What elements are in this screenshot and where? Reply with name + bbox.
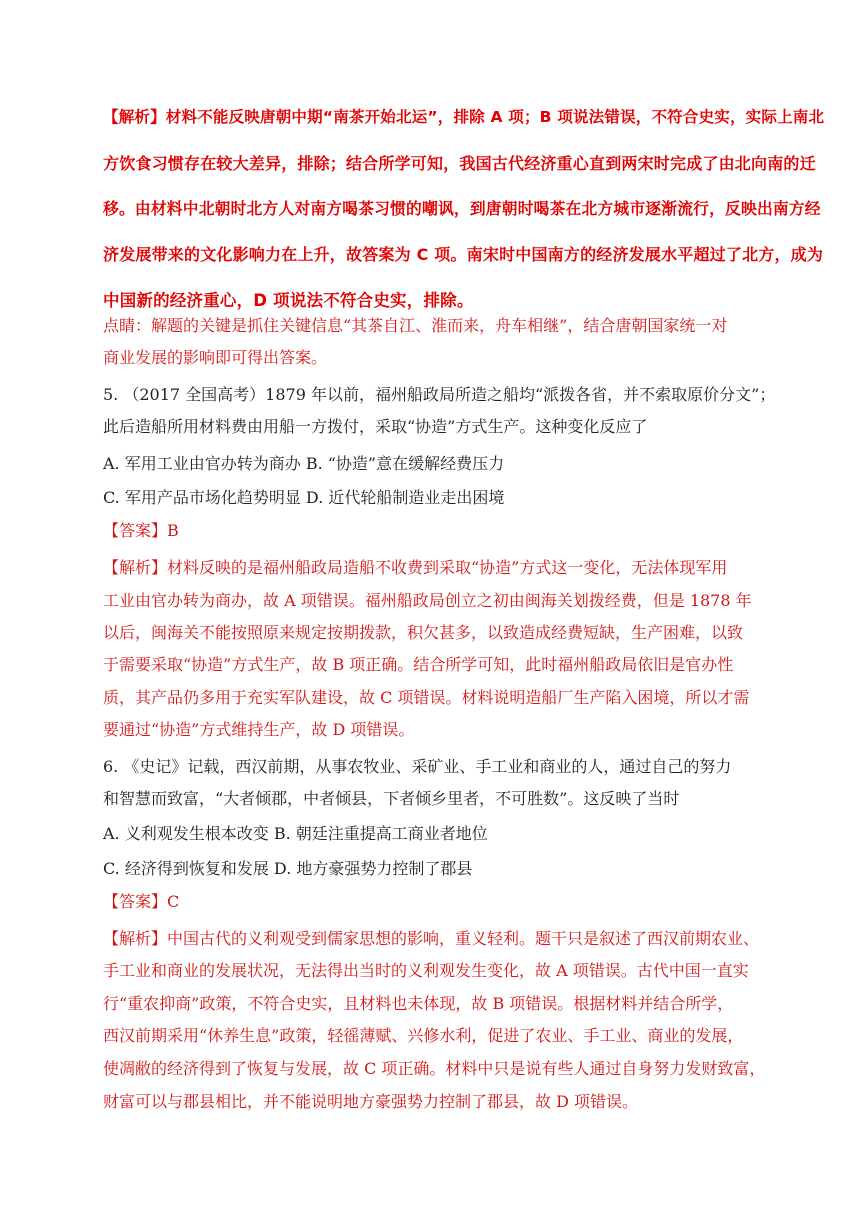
question-6-analysis-2: 手工业和商业的发展状况，无法得出当时的义利观发生变化，故 A 项错误。古代中国一直实 <box>103 961 749 980</box>
analysis-line-5: 中国新的经济重心，D 项说法不符合史实，排除。 <box>103 291 474 310</box>
analysis-line-4: 济发展带来的文化影响力在上升，故答案为 C 项。南宋时中国南方的经济发展水平超过了北方，成为 <box>103 245 824 264</box>
question-6-analysis-1: 【解析】中国古代的义利观受到儒家思想的影响，重义轻利。题干只是叙述了西汉前期农业、 <box>103 929 760 948</box>
question-6-analysis-3: 行“重农抑商”政策，不符合史实，且材料也未体现，故 B 项错误。根据材料并结合所学， <box>103 994 734 1013</box>
question-5-options-ab: A. 军用工业由官办转为商办 B. “协造”意在缓解经费压力 <box>103 454 505 473</box>
question-6-options-cd: C. 经济得到恢复和发展 D. 地方豪强势力控制了郡县 <box>103 859 473 878</box>
question-6-answer: 【答案】C <box>103 892 180 911</box>
question-5-analysis-3: 以后，闽海关不能按照原来规定按期拨款，积欠甚多，以致造成经费短缺，生产困难，以致 <box>103 623 744 642</box>
pointer-line-2: 商业发展的影响即可得出答案。 <box>103 348 328 367</box>
question-6-stem-1: 6. 《史记》记载，西汉前期，从事农牧业、采矿业、手工业和商业的人，通过自己的努力 <box>103 757 732 776</box>
question-6-options-ab: A. 义利观发生根本改变 B. 朝廷注重提高工商业者地位 <box>103 824 488 843</box>
question-5-answer: 【答案】B <box>103 521 179 540</box>
question-5-options-cd: C. 军用产品市场化趋势明显 D. 近代轮船制造业走出困境 <box>103 488 505 507</box>
question-5-analysis-2: 工业由官办转为商办，故 A 项错误。福州船政局创立之初由闽海关划拨经费，但是 1878 年 <box>103 591 752 610</box>
analysis-line-3: 移。由材料中北朝时北方人对南方喝茶习惯的嘲讽，到唐朝时喝茶在北方城市逐渐流行，反映出南方经 <box>103 199 821 218</box>
question-6-analysis-6: 财富可以与郡县相比，并不能说明地方豪强势力控制了郡县，故 D 项错误。 <box>103 1092 639 1111</box>
question-5-stem-2: 此后造船所用材料费由用船一方拨付，采取“协造”方式生产。这种变化反应了 <box>103 417 648 436</box>
question-6-analysis-5: 使凋敝的经济得到了恢复与发展，故 C 项正确。材料中只是说有些人通过自身努力发财致富， <box>103 1059 766 1078</box>
question-5-analysis-1: 【解析】材料反映的是福州船政局造船不收费到采取“协造”方式这一变化，无法体现军用 <box>103 558 728 577</box>
analysis-line-2: 方饮食习惯存在较大差异，排除；结合所学可知，我国古代经济重心直到两宋时完成了由北向南的迁 <box>103 154 816 173</box>
question-5-stem-1: 5. （2017 全国高考）1879 年以前，福州船政局所造之船均“派拨各省，并不索取原价分文”； <box>103 385 776 404</box>
question-5-analysis-5: 质，其产品仍多用于充实军队建设，故 C 项错误。材料说明造船厂生产陷入困境，所以才需 <box>103 688 750 707</box>
question-6-analysis-4: 西汉前期采用“休养生息”政策，轻徭薄赋、兴修水利，促进了农业、手工业、商业的发展， <box>103 1026 744 1045</box>
analysis-line-1: 【解析】材料不能反映唐朝中期“南茶开始北运”，排除 A 项；B 项说法错误，不符合史实，实际上南北 <box>103 108 825 126</box>
pointer-line-1: 点睛：解题的关键是抓住关键信息“其茶自江、淮而来，舟车相继”，结合唐朝国家统一对 <box>103 316 728 335</box>
question-5-analysis-6: 要通过“协造”方式维持生产，故 D 项错误。 <box>103 720 415 739</box>
question-6-stem-2: 和智慧而致富，“大者倾郡，中者倾县，下者倾乡里者，不可胜数”。这反映了当时 <box>103 789 680 808</box>
question-5-analysis-4: 于需要采取“协造”方式生产，故 B 项正确。结合所学可知，此时福州船政局依旧是官办性 <box>103 655 734 674</box>
